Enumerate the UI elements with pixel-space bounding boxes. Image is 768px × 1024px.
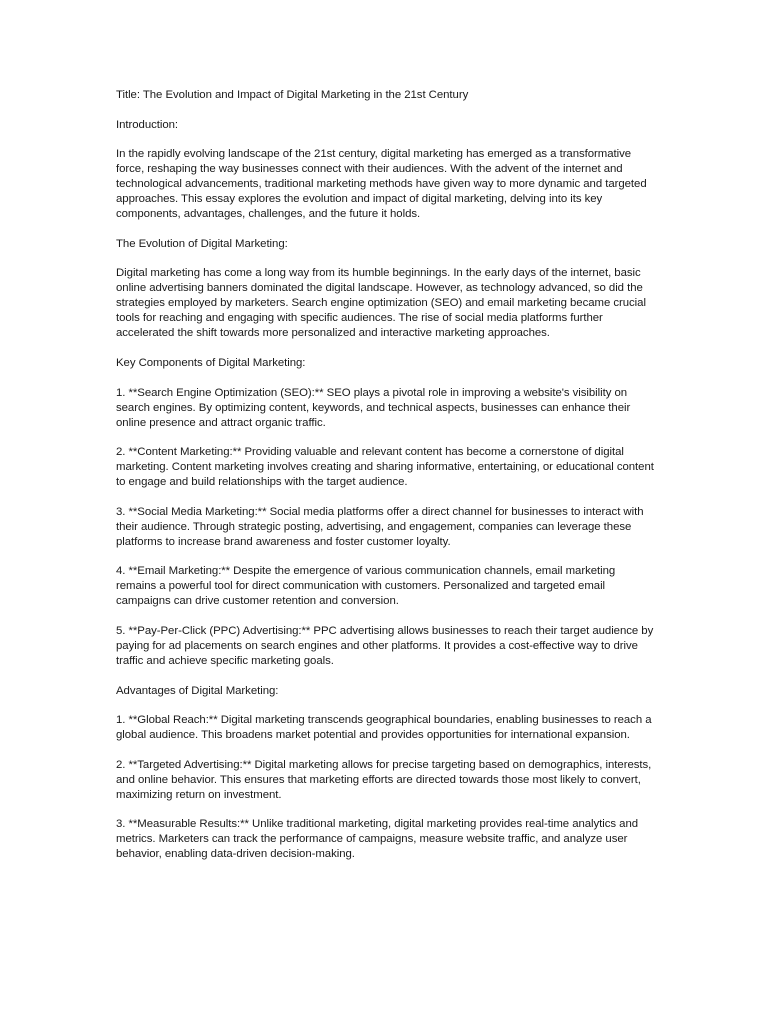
- section-heading-introduction: Introduction:: [116, 118, 179, 131]
- section-heading-key-components: Key Components of Digital Marketing:: [116, 356, 306, 369]
- list-item-email-marketing: 4. **Email Marketing:** Despite the emergence of various communication channels, email marketing remains a powerful tool for direct communication with customers. Personalized and targeted email campaigns can drive customer retention and conversion.: [116, 565, 616, 608]
- section-heading-advantages: Advantages of Digital Marketing:: [116, 684, 279, 697]
- list-item-seo: 1. **Search Engine Optimization (SEO):** SEO plays a pivotal role in improving a website's visibility on search engines. By optimizing content, keywords, and technical aspects, businesses can enhance their online presence and attract organic traffic.: [116, 386, 631, 429]
- list-item-content-marketing: 2. **Content Marketing:** Providing valuable and relevant content has become a cornerstone of digital marketing. Content marketing involves creating and sharing informative, entertaining, or educational content to engage and build relationships with the target audience.: [116, 446, 654, 489]
- paragraph-evolution: Digital marketing has come a long way from its humble beginnings. In the early days of the internet, basic online advertising banners dominated the digital landscape. However, as technology advanced, so did the strategies employed by marketers. Search engine optimization (SEO) and email marketing became crucial tools for reaching and engaging with specific audiences. The rise of social media platforms further accelerated the shift towards more personalized and interactive marketing approaches.: [116, 267, 646, 340]
- document-body: [116, 88, 656, 877]
- list-item-global-reach: 1. **Global Reach:** Digital marketing transcends geographical boundaries, enabling businesses to reach a global audience. This broadens market potential and provides opportunities for international expansion.: [116, 714, 652, 742]
- paragraph-introduction: In the rapidly evolving landscape of the 21st century, digital marketing has emerged as a transformative force, reshaping the way businesses connect with their audiences. With the advent of the internet and technological advancements, traditional marketing methods have given way to more dynamic and targeted approaches. This essay explores the evolution and impact of digital marketing, delving into its key components, advantages, challenges, and the future it holds.: [116, 148, 647, 221]
- section-heading-evolution: The Evolution of Digital Marketing:: [116, 237, 288, 250]
- list-item-social-media-marketing: 3. **Social Media Marketing:** Social media platforms offer a direct channel for businesses to interact with their audience. Through strategic posting, advertising, and engagement, companies can leverage these platforms to increase brand awareness and foster customer loyalty.: [116, 505, 644, 548]
- list-item-ppc-advertising: 5. **Pay-Per-Click (PPC) Advertising:** PPC advertising allows businesses to reach their target audience by paying for ad placements on search engines and other platforms. It provides a cost-effective way to drive traffic and achieve specific marketing goals.: [116, 624, 654, 667]
- list-item-measurable-results: 3. **Measurable Results:** Unlike traditional marketing, digital marketing provides real-time analytics and metrics. Marketers can track the performance of campaigns, measure website traffic, and analyze user behavior, enabling data-driven decision-making.: [116, 818, 639, 861]
- list-item-targeted-advertising: 2. **Targeted Advertising:** Digital marketing allows for precise targeting based on demographics, interests, and online behavior. This ensures that marketing efforts are directed towards those most likely to convert, maximizing return on investment.: [116, 758, 652, 801]
- document-title: Title: The Evolution and Impact of Digital Marketing in the 21st Century: [116, 89, 469, 101]
